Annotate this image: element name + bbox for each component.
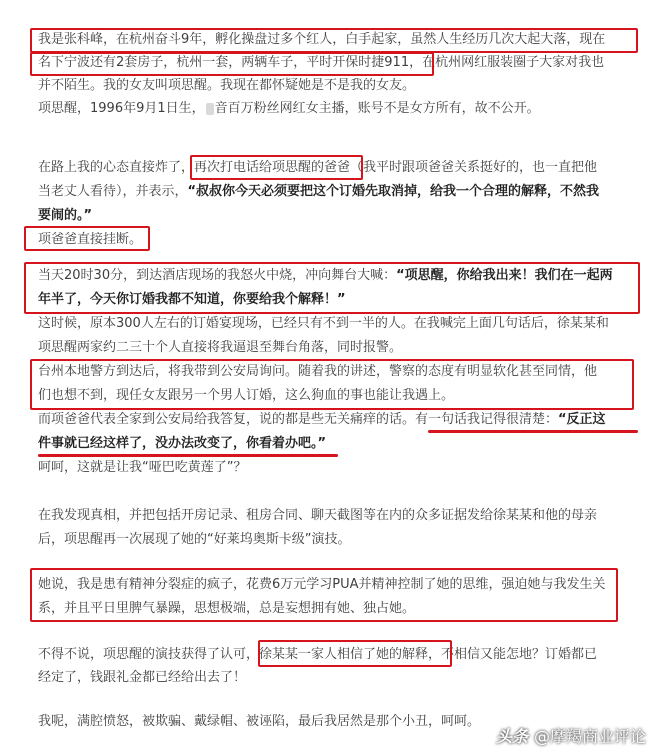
p3-line-7-quote: “反正这 [558,412,606,427]
p3-line-1-quote: “项思醒，你给我出来！我们在一起两 [396,268,613,283]
p2-line-2-quote: “叔叔你今天必须要把这个订婚先取消掉，给我一个合理的解释，不然我 [187,184,600,199]
p1-line-4-end: 音百万粉丝网红女主播，账号不是女方所有，故不公开。 [214,101,540,116]
p5-line-1: 她说，我是患有精神分裂症的疯子，花费6万元学习PUA并精神控制了她的思维，强迫她与我发生关 [38,577,606,592]
p1-line-2: 名下宁波还有2套房子，杭州一套，两辆车子，平时开保时捷911，在杭州网红服装圈子大家对我也 [38,55,605,70]
underline-quote-1 [428,430,638,433]
p7-line-1: 我呢，满腔愤怒，被欺骗、戴绿帽、被诬陷，最后我居然是那个小丑，呵呵。 [38,714,481,729]
p2-line-3: 要闹的。” [38,208,93,223]
p1-line-1: 我是张科峰，在杭州奋斗9年，孵化操盘过多个红人，白手起家，虽然人生经历几次大起大落，现在 [38,32,606,47]
watermark-text: @摩羯商业评论 [533,727,646,746]
p2-line-1: 在路上我的心态直接炸了，再次打电话给项思醒的爸爸（我平时跟项爸爸关系挺好的，也一直把他 [38,160,598,175]
toutiao-logo-icon: 头条 [495,727,528,746]
p3-line-1 [38,266,613,286]
p2-line-2 [38,182,599,202]
p3-line-3: 这时候，原本300人左右的订婚宴现场，已经只有不到一半的人。在我喊完上面几句话后，徐某某和 [38,316,609,331]
p3-line-5: 台州本地警方到达后，将我带到公安局询问。随着我的讲述，警察的态度有明显软化甚至同情，他 [38,364,598,379]
redacted-mark [206,103,214,115]
p3-line-7 [38,410,606,430]
p6-line-1: 不得不说，项思醒的演技获得了认可，徐某某一家人相信了她的解释，不相信又能怎地？订婚都已 [38,647,598,662]
p1-line-4 [38,99,540,119]
p3-line-4: 项思醒两家约二三十个人直接将我逼退至舞台角落，同时报警。 [38,340,403,355]
p3-line-7-start: 而项爸爸代表全家到公安局给我答复，说的都是些无关痛痒的话。有一句话我记得很清楚： [38,412,559,427]
watermark [496,724,646,747]
p3-line-2: 年半了，今天你订婚我都不知道，你要给我个解释！” [38,292,346,307]
p6-line-2: 经定了，钱跟礼金都已经给出去了！ [38,670,247,685]
underline-quote-2 [38,454,338,457]
p4-line-2: 后，项思醒再一次展现了她的“好莱坞奥斯卡级”演技。 [38,532,351,547]
p3-line-9: 呵呵，这就是让我“哑巴吃黄莲了”？ [38,460,247,475]
p4-line-1: 在我发现真相，并把包括开房记录、租房合同、聊天截图等在内的众多证据发给徐某某和他的母亲 [38,508,598,523]
p1-line-3: 并不陌生。我的女友叫项思醒。我现在都怀疑她是不是我的女友。 [38,78,416,93]
p2-line-4: 项爸爸直接挂断。 [38,232,143,247]
p3-line-8: 件事就已经这样了，没办法改变了，你看着办吧。” [38,436,327,451]
p5-line-2: 系，并且平日里脾气暴躁，思想极端，总是妄想拥有她、独占她。 [38,601,416,616]
p3-line-6: 们也想不到，现任女友跟另一个男人订婚，这么狗血的事也能让我遇上。 [38,388,455,403]
p2-line-2-start: 当老丈人看待），并表示， [38,184,188,199]
p3-line-1-start: 当天20时30分，到达酒店现场的我怒火中烧，冲向舞台大喊： [38,268,397,283]
p1-line-4-start: 项思醒，1996年9月1日生， [38,101,205,116]
